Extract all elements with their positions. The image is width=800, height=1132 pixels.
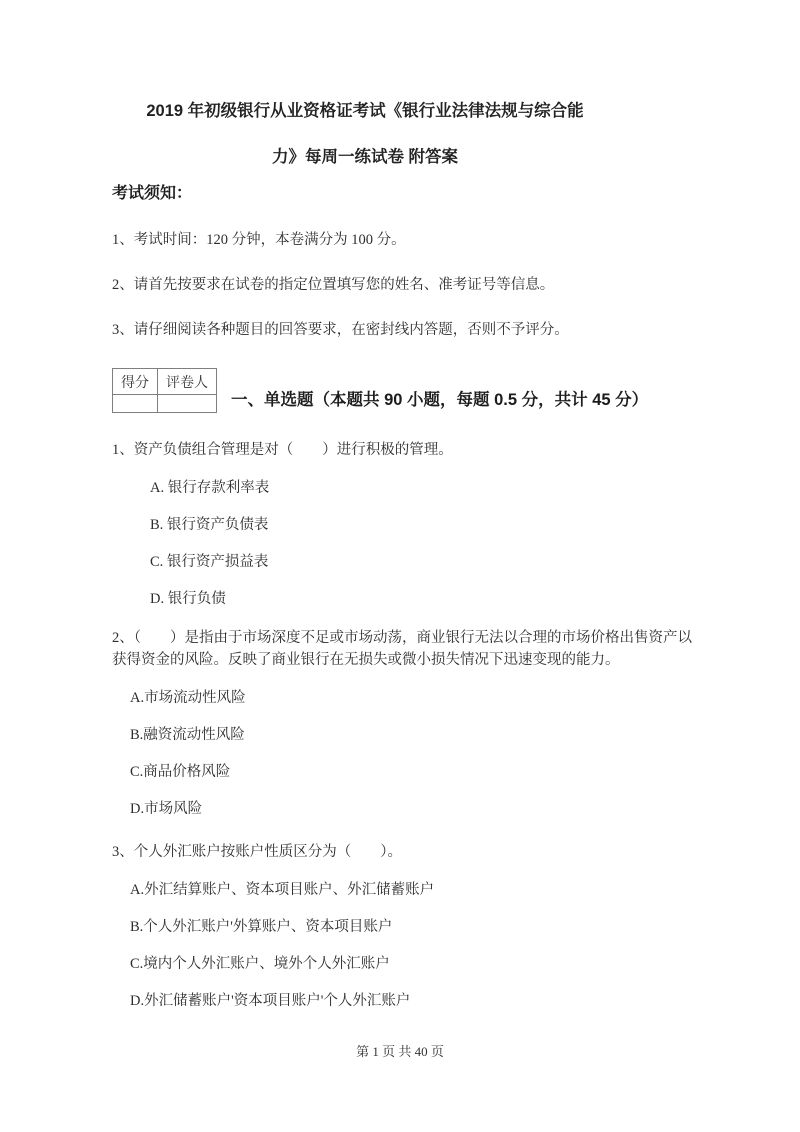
- score-section: [112, 368, 800, 413]
- question-1-option-a: A. 银行存款利率表: [150, 480, 270, 496]
- question-1-option-b: B. 银行资产负债表: [150, 517, 269, 533]
- document-title-line-2: 力》每周一练试卷 附答案: [271, 148, 459, 166]
- question-1-option-c: C. 银行资产损益表: [150, 554, 269, 570]
- page-number-footer: 第 1 页 共 40 页: [356, 1044, 444, 1059]
- score-table-header-row: [113, 369, 217, 395]
- score-header-cell: 得分: [113, 369, 158, 395]
- exam-notice-heading: 考试须知：: [112, 185, 193, 202]
- document-title: [100, 0, 630, 180]
- grader-empty-cell: [158, 395, 217, 413]
- score-empty-cell: [113, 395, 158, 413]
- notice-item-2: 2、请首先按要求在试卷的指定位置填写您的姓名、准考证号等信息。: [112, 277, 555, 293]
- question-2: [112, 627, 698, 819]
- question-2-option-a: A.市场流动性风险: [130, 690, 246, 706]
- question-3-stem: 3、个人外汇账户按账户性质区分为（ ）。: [112, 844, 402, 860]
- notice-item-3: 3、请仔细阅读各种题目的回答要求，在密封线内答题，否则不予评分。: [112, 322, 569, 338]
- question-3-option-d: D.外汇储蓄账户'资本项目账户'个人外汇账户: [130, 993, 411, 1009]
- score-table: [112, 368, 217, 413]
- question-2-option-c: C.商品价格风险: [130, 764, 231, 780]
- question-1-stem: 1、资产负债组合管理是对（ ）进行积极的管理。: [112, 442, 453, 458]
- document-title-line-1: 2019 年初级银行从业资格证考试《银行业法律法规与综合能: [146, 102, 584, 120]
- question-2-option-b: B.融资流动性风险: [130, 727, 245, 743]
- question-3-option-a: A.外汇结算账户、资本项目账户、外汇储蓄账户: [130, 882, 435, 898]
- question-3-option-c: C.境内个人外汇账户、境外个人外汇账户: [130, 956, 390, 972]
- question-3-option-b: B.个人外汇账户'外算账户、资本项目账户: [130, 919, 393, 935]
- question-1-option-d: D. 银行负债: [150, 591, 226, 607]
- question-2-option-d: D.市场风险: [130, 801, 203, 817]
- section-heading-single-choice: 一、单选题（本题共 90 小题，每题 0.5 分，共计 45 分）: [231, 391, 649, 409]
- grader-header-cell: 评卷人: [158, 369, 217, 395]
- score-table-empty-row: [113, 395, 217, 413]
- question-1: [112, 439, 698, 609]
- question-2-stem: 2、（ ）是指由于市场深度不足或市场动荡，商业银行无法以合理的市场价格出售资产以获得资金的风险。反映了商业银行在无损失或微小损失情况下迅速变现的能力。: [112, 630, 692, 668]
- notice-item-1: 1、考试时间：120 分钟，本卷满分为 100 分。: [112, 232, 406, 248]
- question-3: [112, 841, 698, 1011]
